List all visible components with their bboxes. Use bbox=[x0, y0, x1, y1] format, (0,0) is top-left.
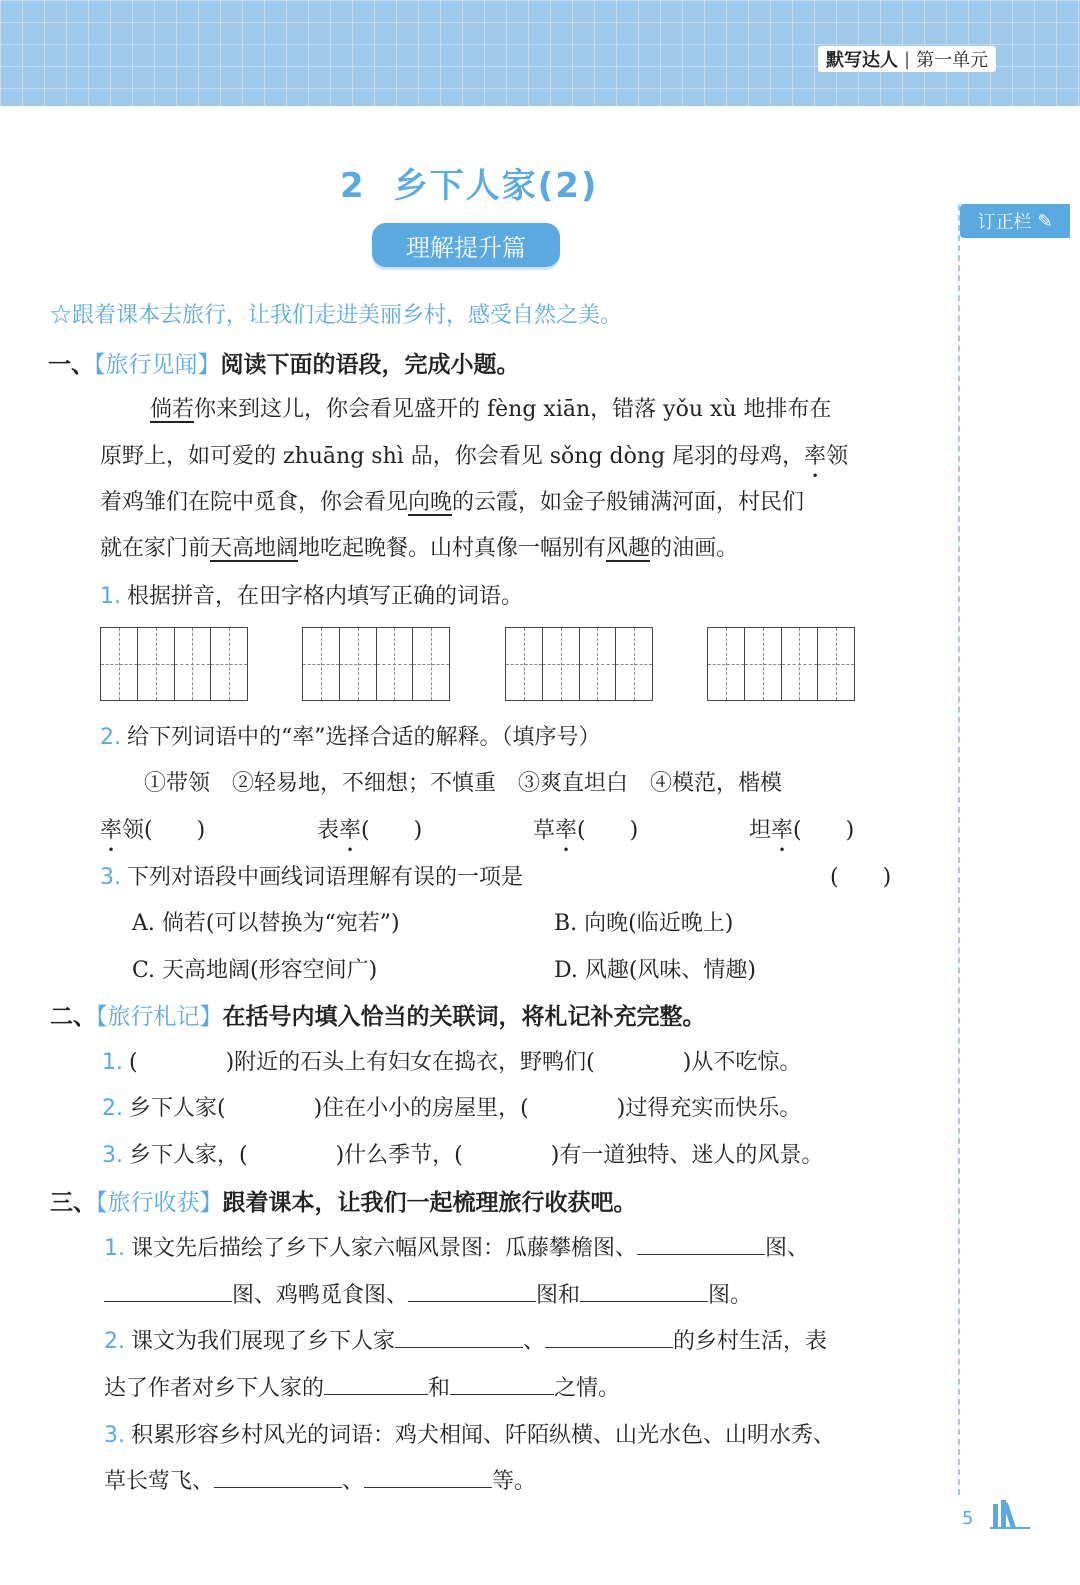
answer-blank[interactable] bbox=[450, 1372, 554, 1395]
sub-text: 乡下人家( )住在小小的房屋里，( )过得充实而快乐。 bbox=[129, 1096, 802, 1121]
dotted-char-lv: 率 bbox=[555, 818, 578, 843]
sub-text: 的乡村生活，表 bbox=[673, 1329, 828, 1354]
sub-question-3-1-line-1 bbox=[104, 1231, 809, 1262]
sub-number: 2. bbox=[102, 1096, 123, 1121]
series-name: 默写达人 bbox=[826, 50, 898, 71]
option-c: C. 天高地阔(形容空间广) bbox=[132, 958, 378, 983]
option-b: B. 向晚(临近晚上) bbox=[554, 911, 734, 936]
answer-blank[interactable] bbox=[324, 1372, 428, 1395]
sub-text: 图、 bbox=[765, 1236, 810, 1261]
lesson-title bbox=[340, 158, 598, 207]
tianzige-box-1[interactable] bbox=[100, 627, 248, 701]
passage-text: 就在家门前 bbox=[100, 536, 211, 561]
answer-blank[interactable] bbox=[395, 1325, 523, 1348]
answer-paren: ( ) bbox=[830, 865, 892, 890]
sub-text: 乡下人家，( )什么季节，( )有一道独特、迷人的风景。 bbox=[129, 1143, 824, 1168]
tianzige-box-4[interactable] bbox=[707, 627, 855, 701]
dotted-char-lv: 率 bbox=[804, 444, 827, 469]
sub-text: 课文先后描绘了乡下人家六幅风景图：瓜藤攀檐图、 bbox=[131, 1236, 638, 1261]
sub-text: 、 bbox=[523, 1329, 546, 1354]
passage-line-4 bbox=[100, 531, 738, 562]
question-3-prefix: 三、 bbox=[50, 1190, 96, 1216]
passage-text: 地吃起晚餐。山村真像一幅别有 bbox=[298, 536, 607, 561]
underlined-word-xiangwan: 向晚 bbox=[408, 490, 453, 515]
sub-text: 、 bbox=[342, 1469, 365, 1494]
tianzige-box-3[interactable] bbox=[505, 627, 653, 701]
sub-question-2-1 bbox=[102, 1045, 801, 1076]
correction-tab-label: 订正栏 bbox=[977, 212, 1032, 233]
question-2-prefix: 二、 bbox=[50, 1004, 96, 1030]
sub-number: 3. bbox=[100, 865, 121, 890]
sub-number: 1. bbox=[104, 1236, 125, 1261]
option-d: D. 风趣(风味、情趣) bbox=[554, 958, 757, 983]
passage-text: 着鸡雏们在院中觅食，你会看见 bbox=[100, 490, 409, 515]
question-1-tag: 【旅行见闻】 bbox=[94, 352, 221, 378]
question-3-text: 跟着课本，让我们一起梳理旅行收获吧。 bbox=[222, 1190, 637, 1216]
question-2-text: 在括号内填入恰当的关联词，将札记补充完整。 bbox=[222, 1004, 706, 1030]
word-paren: ( ) bbox=[793, 818, 855, 843]
sub-number: 2. bbox=[104, 1329, 125, 1354]
answer-blank[interactable] bbox=[408, 1279, 536, 1302]
dotted-char-lv: 率 bbox=[771, 818, 794, 843]
question-3-tag: 【旅行收获】 bbox=[96, 1190, 223, 1216]
sub-question-1-2 bbox=[100, 720, 601, 751]
question-2-tag: 【旅行札记】 bbox=[96, 1004, 223, 1030]
answer-blank[interactable] bbox=[364, 1465, 492, 1488]
word-biaoshuai bbox=[317, 813, 422, 844]
sub-text: 和 bbox=[428, 1376, 451, 1401]
sub-text: 给下列词语中的“率”选择合适的解释。（填序号） bbox=[127, 725, 601, 750]
dotted-char-lv: 率 bbox=[100, 818, 123, 843]
word-tanshuai bbox=[749, 813, 854, 844]
sub-question-3-3-line-2 bbox=[104, 1464, 536, 1495]
series-separator: | bbox=[904, 48, 911, 70]
sub-text: ( )附近的石头上有妇女在捣衣，野鸭们( )从不吃惊。 bbox=[129, 1050, 802, 1075]
lv-meaning-options: ①带领 ②轻易地，不细想；不慎重 ③爽直坦白 ④模范，楷模 bbox=[144, 771, 783, 796]
word-text: 表 bbox=[317, 818, 340, 843]
word-paren: ( ) bbox=[361, 818, 423, 843]
sub-text: 图和 bbox=[536, 1283, 581, 1308]
question-1-heading bbox=[48, 346, 520, 379]
word-caoshuai bbox=[533, 813, 638, 844]
answer-blank[interactable] bbox=[637, 1232, 765, 1255]
answer-blank[interactable] bbox=[580, 1279, 708, 1302]
sub-question-1-1 bbox=[100, 579, 523, 610]
word-text: 领( ) bbox=[122, 818, 206, 843]
section-label: 理解提升篇 bbox=[372, 223, 560, 267]
answer-blank[interactable] bbox=[104, 1279, 232, 1302]
passage-text: 原野上，如可爱的 zhuāng shì 品，你会看见 sǒng dòng 尾羽的母鸡， bbox=[100, 444, 805, 469]
passage-text: 的云霞，如金子般铺满河面，村民们 bbox=[452, 490, 805, 515]
correction-tab bbox=[960, 204, 1070, 238]
sub-question-3-3-line-1 bbox=[104, 1418, 835, 1449]
intro-text: ☆跟着课本去旅行，让我们走进美丽乡村，感受自然之美。 bbox=[50, 303, 623, 328]
word-text: 草 bbox=[533, 818, 556, 843]
underlined-word-tiangaodikuo: 天高地阔 bbox=[210, 536, 299, 561]
passage-line-3 bbox=[100, 485, 804, 516]
underlined-word-tangruo: 倘若 bbox=[150, 397, 195, 422]
sub-question-3-2-line-1 bbox=[104, 1324, 827, 1355]
word-text: 坦 bbox=[749, 818, 772, 843]
tianzige-box-2[interactable] bbox=[302, 627, 450, 701]
dotted-char-lv: 率 bbox=[339, 818, 362, 843]
passage-text: 的油画。 bbox=[650, 536, 739, 561]
question-2-heading bbox=[50, 998, 706, 1031]
word-shuailing bbox=[100, 813, 205, 844]
passage-text: 你来到这儿，你会看见盛开的 fèng xiān，错落 yǒu xù 地排布在 bbox=[194, 397, 832, 422]
sub-number: 3. bbox=[104, 1423, 125, 1448]
books-icon bbox=[990, 1498, 1030, 1530]
pencil-icon: ✎ bbox=[1037, 210, 1053, 232]
question-3-heading bbox=[50, 1184, 637, 1217]
page-number: 5 bbox=[962, 1508, 974, 1529]
sub-question-3-1-line-2 bbox=[104, 1278, 752, 1309]
lesson-name: 乡下人家(2) bbox=[393, 166, 599, 206]
sub-text: 等。 bbox=[492, 1469, 537, 1494]
sub-text: 之情。 bbox=[554, 1376, 621, 1401]
correction-column-line bbox=[958, 205, 960, 1495]
passage-text: 领 bbox=[826, 444, 849, 469]
question-1-text: 阅读下面的语段，完成小题。 bbox=[220, 352, 520, 378]
unit-name: 第一单元 bbox=[916, 50, 989, 71]
sub-text: 草长莺飞、 bbox=[104, 1469, 215, 1494]
option-a: A. 倘若(可以替换为“宛若”) bbox=[132, 911, 400, 936]
sub-question-2-3 bbox=[102, 1138, 823, 1169]
sub-text: 课文为我们展现了乡下人家 bbox=[131, 1329, 396, 1354]
answer-blank[interactable] bbox=[214, 1465, 342, 1488]
lesson-number: 2 bbox=[340, 166, 366, 206]
answer-blank[interactable] bbox=[545, 1325, 673, 1348]
sub-text: 根据拼音，在田字格内填写正确的词语。 bbox=[127, 584, 524, 609]
sub-text: 达了作者对乡下人家的 bbox=[104, 1376, 325, 1401]
sub-text: 图、鸡鸭觅食图、 bbox=[232, 1283, 409, 1308]
passage-line-1 bbox=[150, 392, 832, 423]
underlined-word-fengqu: 风趣 bbox=[606, 536, 651, 561]
series-tag bbox=[818, 46, 996, 72]
sub-number: 2. bbox=[100, 725, 121, 750]
sub-question-1-3 bbox=[100, 860, 523, 891]
sub-number: 3. bbox=[102, 1143, 123, 1168]
word-paren: ( ) bbox=[577, 818, 639, 843]
sub-text: 积累形容乡村风光的词语：鸡犬相闻、阡陌纵横、山光水色、山明水秀、 bbox=[131, 1423, 836, 1448]
sub-number: 1. bbox=[100, 584, 121, 609]
sub-number: 1. bbox=[102, 1050, 123, 1075]
passage-line-2 bbox=[100, 439, 848, 470]
sub-text: 图。 bbox=[708, 1283, 753, 1308]
question-1-prefix: 一、 bbox=[48, 352, 94, 378]
sub-text: 下列对语段中画线词语理解有误的一项是 bbox=[127, 865, 524, 890]
sub-question-3-2-line-2 bbox=[104, 1371, 620, 1402]
sub-question-2-2 bbox=[102, 1091, 801, 1122]
